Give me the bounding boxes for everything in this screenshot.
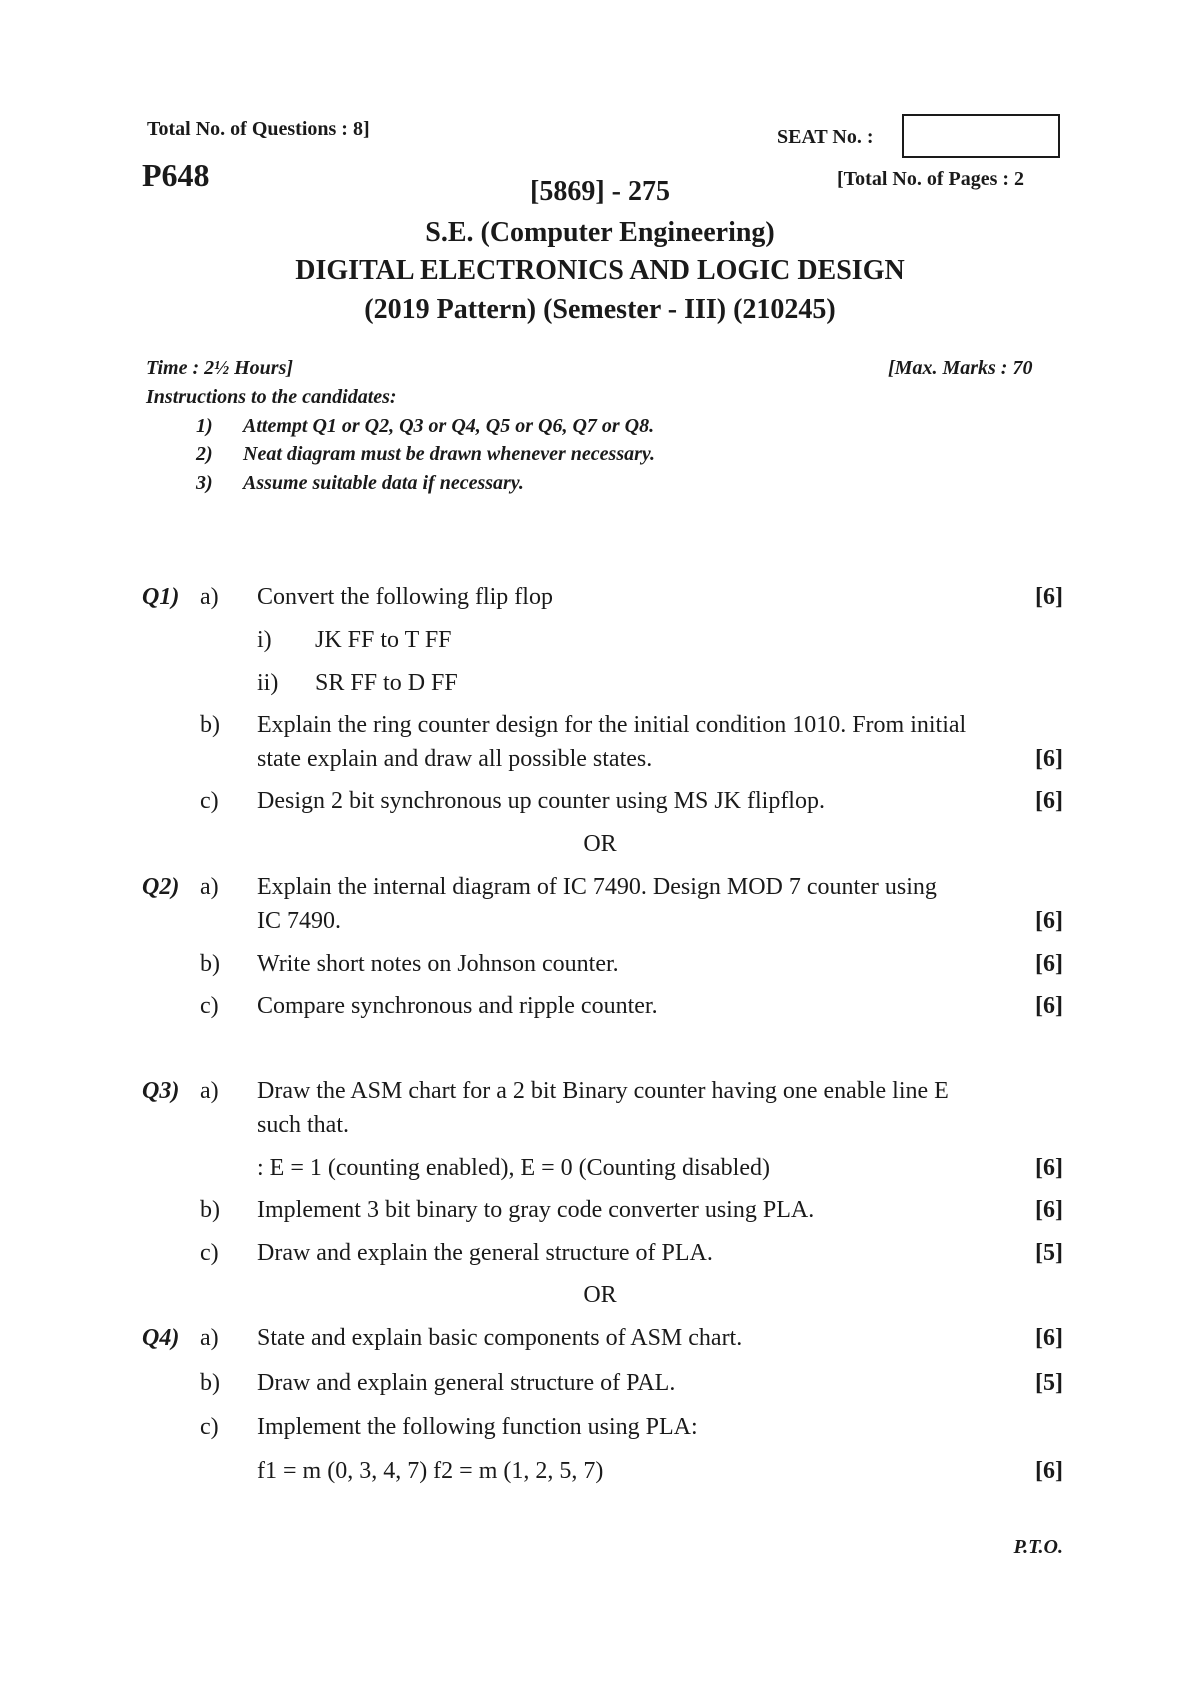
question-text: Draw and explain general structure of PAL.: [257, 1370, 676, 1396]
subpart-label: c): [200, 993, 219, 1019]
pto-label: P.T.O.: [1013, 1536, 1063, 1558]
max-marks: [Max. Marks : 70: [888, 357, 1033, 379]
marks: [6]: [1035, 993, 1063, 1019]
instruction-num: 1): [196, 415, 213, 437]
subpart-label: a): [200, 1325, 219, 1351]
question-text: Draw and explain the general structure of PLA.: [257, 1240, 713, 1266]
pattern-line: (2019 Pattern) (Semester - III) (210245): [364, 294, 836, 325]
seat-number-box: [902, 114, 1060, 158]
question-text: Compare synchronous and ripple counter.: [257, 993, 658, 1019]
subpart-label: b): [200, 1370, 220, 1396]
question-text: Explain the ring counter design for the initial condition 1010. From initial: [257, 712, 967, 738]
subpart-label: c): [200, 788, 219, 814]
paper-code: P648: [142, 157, 210, 193]
question-text: Implement the following function using PLA:: [257, 1414, 698, 1440]
instruction-text: Assume suitable data if necessary.: [243, 472, 524, 494]
subpart-label: b): [200, 951, 220, 977]
question-number: Q1): [142, 584, 180, 610]
total-questions: Total No. of Questions : 8]: [147, 118, 370, 140]
question-text: such that.: [257, 1112, 349, 1138]
question-text: state explain and draw all possible states.: [257, 746, 653, 772]
question-text: State and explain basic components of ASM chart.: [257, 1325, 743, 1351]
question-text: : E = 1 (counting enabled), E = 0 (Counting disabled): [257, 1155, 770, 1181]
question-text: Convert the following flip flop: [257, 584, 553, 610]
marks: [6]: [1035, 1458, 1063, 1484]
question-text: f1 = m (0, 3, 4, 7) f2 = m (1, 2, 5, 7): [257, 1458, 604, 1484]
question-text: JK FF to T FF: [315, 627, 452, 653]
question-number: Q2): [142, 874, 180, 900]
subpart-label: a): [200, 584, 219, 610]
marks: [6]: [1035, 951, 1063, 977]
marks: [5]: [1035, 1370, 1063, 1396]
question-text: IC 7490.: [257, 908, 341, 934]
question-text: Draw the ASM chart for a 2 bit Binary counter having one enable line E: [257, 1078, 949, 1104]
roman-label: ii): [257, 670, 279, 696]
marks: [6]: [1035, 1325, 1063, 1351]
question-text: Implement 3 bit binary to gray code converter using PLA.: [257, 1197, 815, 1223]
marks: [6]: [1035, 1197, 1063, 1223]
subpart-label: a): [200, 874, 219, 900]
subpart-label: a): [200, 1078, 219, 1104]
subpart-label: b): [200, 712, 220, 738]
exam-code: [5869] - 275: [530, 176, 670, 207]
marks: [6]: [1035, 1155, 1063, 1181]
question-text: Design 2 bit synchronous up counter using MS JK flipflop.: [257, 788, 825, 814]
total-pages: [Total No. of Pages : 2: [837, 168, 1025, 190]
marks: [5]: [1035, 1240, 1063, 1266]
subject-title: DIGITAL ELECTRONICS AND LOGIC DESIGN: [295, 255, 905, 286]
course-title: S.E. (Computer Engineering): [425, 217, 775, 248]
marks: [6]: [1035, 788, 1063, 814]
roman-label: i): [257, 627, 272, 653]
seat-label: SEAT No. :: [777, 126, 874, 148]
subpart-label: c): [200, 1414, 219, 1440]
instruction-text: Neat diagram must be drawn whenever necessary.: [243, 443, 656, 465]
question-text: SR FF to D FF: [315, 670, 458, 696]
question-text: Write short notes on Johnson counter.: [257, 951, 619, 977]
question-number: Q3): [142, 1078, 180, 1104]
instruction-num: 2): [196, 443, 213, 465]
question-text: Explain the internal diagram of IC 7490. Design MOD 7 counter using: [257, 874, 937, 900]
time-label: Time : 2½ Hours]: [146, 357, 294, 379]
or-separator: OR: [583, 1282, 617, 1308]
instructions-title: Instructions to the candidates:: [146, 386, 397, 408]
marks: [6]: [1035, 908, 1063, 934]
marks: [6]: [1035, 746, 1063, 772]
subpart-label: b): [200, 1197, 220, 1223]
or-separator: OR: [583, 831, 617, 857]
marks: [6]: [1035, 584, 1063, 610]
instruction-text: Attempt Q1 or Q2, Q3 or Q4, Q5 or Q6, Q7 or Q8.: [243, 415, 655, 437]
subpart-label: c): [200, 1240, 219, 1266]
instruction-num: 3): [196, 472, 213, 494]
question-number: Q4): [142, 1325, 180, 1351]
